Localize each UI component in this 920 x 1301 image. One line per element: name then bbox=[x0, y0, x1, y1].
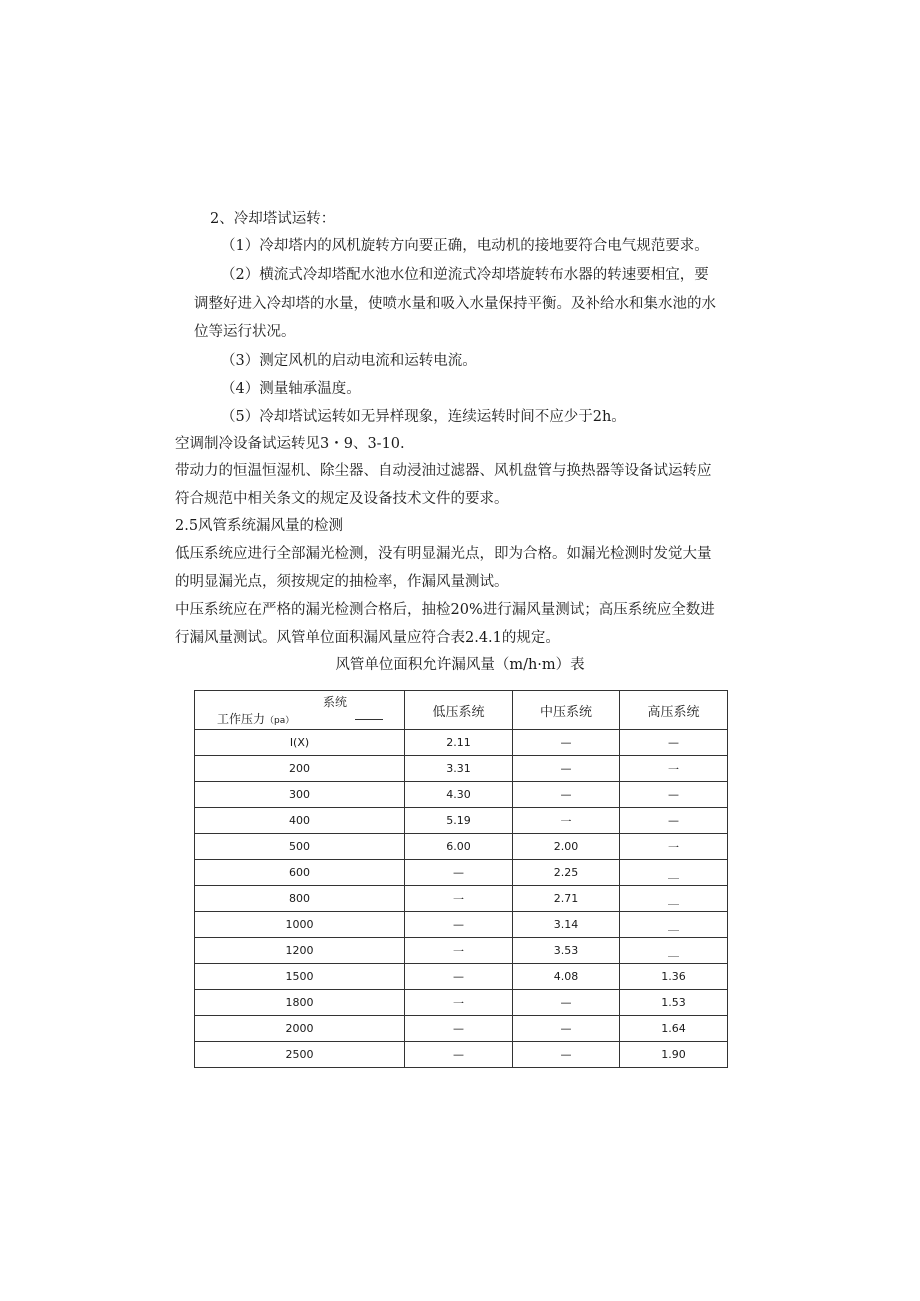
low-value-cell: — bbox=[405, 860, 513, 886]
high-value-cell: — bbox=[620, 782, 728, 808]
low-value-cell: — bbox=[405, 964, 513, 990]
paragraph-item-4: （4）测量轴承温度。 bbox=[221, 381, 361, 397]
table-caption: 风管单位面积允许漏风量（m/h·m）表 bbox=[335, 657, 585, 673]
mid-value-cell: 4.08 bbox=[513, 964, 620, 990]
low-value-cell: 6.00 bbox=[405, 834, 513, 860]
high-value-cell: ＿ bbox=[620, 938, 728, 964]
high-value-cell: — bbox=[620, 808, 728, 834]
paragraph-low-pressure-cont: 的明显漏光点，须按规定的抽检率，作漏风量测试。 bbox=[175, 574, 509, 590]
paragraph-item-1: （1）冷却塔内的风机旋转方向要正确，电动机的接地要符合电气规范要求。 bbox=[221, 238, 709, 254]
section-heading-leak-test: 2.5风管系统漏风量的检测 bbox=[175, 518, 344, 534]
corner-header-cell bbox=[195, 691, 405, 730]
mid-value-cell: 2.71 bbox=[513, 886, 620, 912]
paragraph-equipment: 带动力的恒温恒湿机、除尘器、自动浸油过滤器、风机盘管与换热器等设备试运转应 bbox=[175, 463, 712, 479]
pressure-cell: 600 bbox=[195, 860, 405, 886]
mid-value-cell: — bbox=[513, 782, 620, 808]
mid-value-cell: 3.53 bbox=[513, 938, 620, 964]
corner-system-label: 系统 bbox=[323, 695, 348, 709]
high-value-cell: 1.36 bbox=[620, 964, 728, 990]
low-value-cell: 3.31 bbox=[405, 756, 513, 782]
pressure-cell: 500 bbox=[195, 834, 405, 860]
header-mid-pressure: 中压系统 bbox=[513, 691, 620, 730]
high-value-cell: 1.64 bbox=[620, 1016, 728, 1042]
high-value-cell: ＿ bbox=[620, 860, 728, 886]
section-heading-cooling-tower: 2、冷却塔试运转： bbox=[210, 211, 336, 227]
mid-value-cell: — bbox=[513, 1042, 620, 1068]
paragraph-item-2-cont-2: 位等运行状况。 bbox=[194, 324, 296, 340]
pressure-cell: 2000 bbox=[195, 1016, 405, 1042]
header-low-pressure: 低压系统 bbox=[405, 691, 513, 730]
pressure-cell: 1000 bbox=[195, 912, 405, 938]
paragraph-equipment-cont: 符合规范中相关条文的规定及设备技术文件的要求。 bbox=[175, 491, 509, 507]
paragraph-item-3: （3）测定风机的启动电流和运转电流。 bbox=[221, 353, 477, 369]
low-value-cell: 4.30 bbox=[405, 782, 513, 808]
low-value-cell: — bbox=[405, 912, 513, 938]
table-row bbox=[195, 1042, 728, 1068]
low-value-cell: 2.11 bbox=[405, 730, 513, 756]
mid-value-cell: 一 bbox=[513, 808, 620, 834]
pressure-cell: 2500 bbox=[195, 1042, 405, 1068]
low-value-cell: — bbox=[405, 1042, 513, 1068]
table-row bbox=[195, 834, 728, 860]
table-row bbox=[195, 808, 728, 834]
table-row bbox=[195, 782, 728, 808]
table-row bbox=[195, 990, 728, 1016]
pressure-cell: 1500 bbox=[195, 964, 405, 990]
low-value-cell: 一 bbox=[405, 938, 513, 964]
mid-value-cell: 2.00 bbox=[513, 834, 620, 860]
high-value-cell: ＿ bbox=[620, 912, 728, 938]
low-value-cell: 一 bbox=[405, 886, 513, 912]
table-row bbox=[195, 1016, 728, 1042]
corner-pressure-label: 工作压力（pa） bbox=[217, 712, 295, 726]
header-high-pressure: 高压系统 bbox=[620, 691, 728, 730]
table-row bbox=[195, 886, 728, 912]
high-value-cell: ＿ bbox=[620, 886, 728, 912]
paragraph-item-2-cont-1: 调整好进入冷却塔的水量，使喷水量和吸入水量保持平衡。及补给水和集水池的水 bbox=[194, 296, 716, 312]
high-value-cell: 1.90 bbox=[620, 1042, 728, 1068]
leakage-table bbox=[194, 690, 728, 1068]
pressure-cell: I(X) bbox=[195, 730, 405, 756]
table-header-row bbox=[195, 691, 728, 730]
pressure-cell: 1200 bbox=[195, 938, 405, 964]
paragraph-refrigeration: 空调制冷设备试运转见3・9、3-10. bbox=[175, 436, 405, 452]
corner-dash bbox=[355, 719, 383, 720]
mid-value-cell: — bbox=[513, 990, 620, 1016]
paragraph-mid-pressure: 中压系统应在严格的漏光检测合格后，抽检20%进行漏风量测试；高压系统应全数进 bbox=[175, 602, 715, 618]
paragraph-item-5: （5）冷却塔试运转如无异样现象，连续运转时间不应少于2h。 bbox=[221, 409, 626, 425]
high-value-cell: 一 bbox=[620, 756, 728, 782]
table-row bbox=[195, 860, 728, 886]
pressure-cell: 400 bbox=[195, 808, 405, 834]
mid-value-cell: — bbox=[513, 730, 620, 756]
mid-value-cell: 3.14 bbox=[513, 912, 620, 938]
high-value-cell: — bbox=[620, 730, 728, 756]
mid-value-cell: — bbox=[513, 756, 620, 782]
pressure-cell: 800 bbox=[195, 886, 405, 912]
high-value-cell: 一 bbox=[620, 834, 728, 860]
table-row bbox=[195, 730, 728, 756]
low-value-cell: — bbox=[405, 1016, 513, 1042]
low-value-cell: 5.19 bbox=[405, 808, 513, 834]
paragraph-low-pressure: 低压系统应进行全部漏光检测，没有明显漏光点，即为合格。如漏光检测时发觉大量 bbox=[175, 546, 712, 562]
mid-value-cell: — bbox=[513, 1016, 620, 1042]
pressure-cell: 300 bbox=[195, 782, 405, 808]
pressure-cell: 200 bbox=[195, 756, 405, 782]
paragraph-mid-pressure-cont: 行漏风量测试。风管单位面积漏风量应符合表2.4.1的规定。 bbox=[175, 630, 560, 646]
table-row bbox=[195, 912, 728, 938]
low-value-cell: 一 bbox=[405, 990, 513, 1016]
paragraph-item-2: （2）横流式冷却塔配水池水位和逆流式冷却塔旋转布水器的转速要相宜，要 bbox=[221, 267, 709, 283]
high-value-cell: 1.53 bbox=[620, 990, 728, 1016]
table-row bbox=[195, 756, 728, 782]
pressure-cell: 1800 bbox=[195, 990, 405, 1016]
table-row bbox=[195, 938, 728, 964]
table-row bbox=[195, 964, 728, 990]
mid-value-cell: 2.25 bbox=[513, 860, 620, 886]
